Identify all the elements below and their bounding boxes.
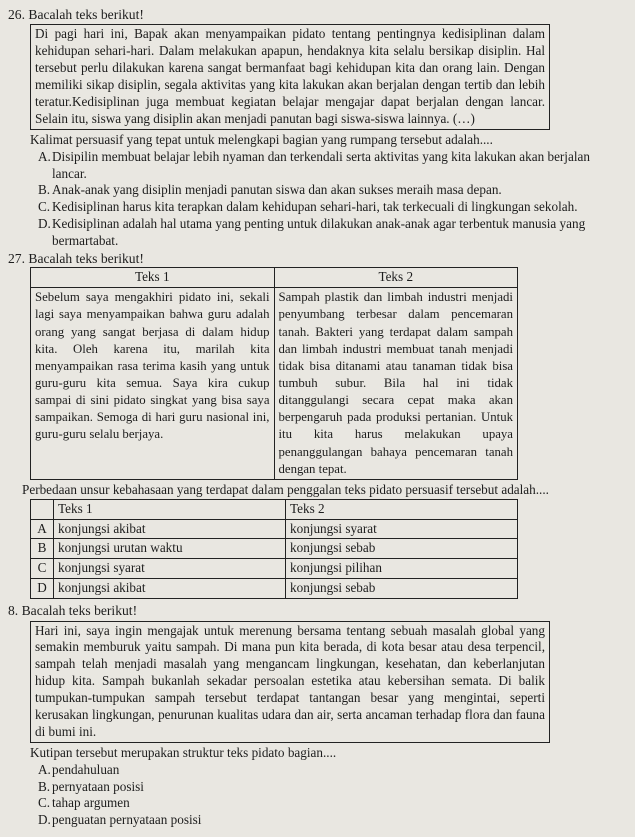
option-letter: D. bbox=[38, 216, 51, 232]
option-letter: D. bbox=[38, 812, 51, 828]
text-1-cell: Sebelum saya mengakhiri pidato ini, sekali lagi saya menyampaikan bahwa guru adalah orang yang sangat berjasa di dalam hidup kita. Oleh karena itu, marilah kita menyampaikan rasa terima kasih yang untuk guru-guru kita semua. Saya kira cukup sampai di sini pidato singkat yang bisa saya sampaikan. Semoga di hari guru nasional ini, guru-guru selalu berjaya. bbox=[31, 288, 275, 480]
option-c[interactable] bbox=[38, 795, 627, 812]
texts-table-header-1: Teks 1 bbox=[31, 268, 275, 288]
question-26 bbox=[8, 6, 627, 250]
answer-row-c[interactable] bbox=[31, 559, 518, 579]
option-letter: B. bbox=[38, 778, 51, 794]
answer-text-1: konjungsi urutan waktu bbox=[54, 539, 286, 559]
option-d[interactable] bbox=[38, 812, 627, 829]
option-text: pernyataan posisi bbox=[52, 778, 144, 794]
answer-text-2: konjungsi sebab bbox=[286, 539, 518, 559]
option-d[interactable] bbox=[38, 216, 627, 250]
answer-row-a[interactable] bbox=[31, 519, 518, 539]
answer-table-header-1: Teks 1 bbox=[54, 499, 286, 519]
option-letter: C. bbox=[38, 795, 51, 811]
option-letter: C. bbox=[38, 199, 51, 215]
answer-row-d[interactable] bbox=[31, 579, 518, 599]
text-2-cell: Sampah plastik dan limbah industri menjadi penyumbang terbesar dalam pencemaran tanah. Bakteri yang terdapat dalam sampah dan limbah industri membuat tanah menjadi tidak bisa ditanami atau tanaman tidak bisa tumbuh subur. Bila hal ini tidak ditanggulangi secara cepat maka akan berpengaruh pada produksi pertanian. Untuk itu kita harus melakukan upaya penanggulangan bahaya pencemaran tanah dengan tepat. bbox=[274, 288, 518, 480]
question-26-passage: Di pagi hari ini, Bapak akan menyampaikan pidato tentang pentingnya kedisiplinan dalam kehidupan sehari-hari. Dalam melakukan apapun, hendaknya kita selalu bersikap disiplin. Hal tersebut perlu dilakukan karena sangat bermanfaat bagi kehidupan kita dan orang lain. Dengan memiliki sikap disiplin, segala aktivitas yang kita lakukan akan berjalan dengan tertib dan lebih teratur.Kedisiplinan juga membuat kegiatan belajar mengajar dapat berjalan dengan lancar. Selain itu, siswa yang disiplin akan menjadi panutan bagi siswa-siswa lainnya. (…) bbox=[30, 24, 550, 129]
answer-letter: D bbox=[31, 579, 54, 599]
answer-text-1: konjungsi akibat bbox=[54, 579, 286, 599]
answer-table-header-2: Teks 2 bbox=[286, 499, 518, 519]
question-28-stem: Kutipan tersebut merupakan struktur teks pidato bagian.... bbox=[30, 744, 337, 760]
answer-row-b[interactable] bbox=[31, 539, 518, 559]
answer-letter: A bbox=[31, 519, 54, 539]
option-letter: A. bbox=[38, 148, 51, 164]
option-c[interactable] bbox=[38, 199, 627, 216]
option-a[interactable] bbox=[38, 762, 627, 779]
answer-table-corner bbox=[31, 499, 54, 519]
option-text: Kedisiplinan adalah hal utama yang penting untuk dilakukan anak-anak agar terbentuk manusia yang bermartabat. bbox=[52, 216, 586, 249]
question-26-stem: Kalimat persuasif yang tepat untuk melengkapi bagian yang rumpang tersebut adalah.... bbox=[30, 131, 493, 147]
texts-table bbox=[30, 267, 518, 479]
answer-text-1: konjungsi syarat bbox=[54, 559, 286, 579]
option-b[interactable] bbox=[38, 779, 627, 796]
question-27-stem: Perbedaan unsur kebahasaan yang terdapat dalam penggalan teks pidato persuasif tersebut adalah.... bbox=[22, 481, 549, 497]
option-b[interactable] bbox=[38, 182, 627, 199]
question-26-header: 26. Bacalah teks berikut! bbox=[8, 7, 144, 22]
answer-letter: B bbox=[31, 539, 54, 559]
option-text: Disipilin membuat belajar lebih nyaman dan terkendali serta aktivitas yang kita lakukan akan berjalan lancar. bbox=[52, 148, 590, 181]
option-text: Kedisiplinan harus kita terapkan dalam kehidupan sehari-hari, tak terkecuali di lingkungan sekolah. bbox=[52, 199, 578, 215]
answer-text-2: konjungsi sebab bbox=[286, 579, 518, 599]
question-27 bbox=[8, 250, 627, 599]
answer-text-2: konjungsi syarat bbox=[286, 519, 518, 539]
option-a[interactable] bbox=[38, 149, 627, 183]
option-text: tahap argumen bbox=[52, 795, 130, 811]
option-text: penguatan pernyataan posisi bbox=[52, 812, 202, 828]
question-26-options bbox=[38, 149, 627, 250]
option-text: pendahuluan bbox=[52, 761, 120, 777]
question-28-header: 8. Bacalah teks berikut! bbox=[8, 603, 138, 619]
texts-table-header-2: Teks 2 bbox=[274, 268, 518, 288]
answer-text-2: konjungsi pilihan bbox=[286, 559, 518, 579]
question-27-header: 27. Bacalah teks berikut! bbox=[8, 250, 144, 266]
question-28-options bbox=[38, 762, 627, 830]
question-28 bbox=[8, 602, 627, 829]
answer-letter: C bbox=[31, 559, 54, 579]
option-text: Anak-anak yang disiplin menjadi panutan siswa dan akan sukses meraih masa depan. bbox=[52, 182, 502, 198]
option-letter: B. bbox=[38, 182, 51, 198]
answer-table bbox=[30, 499, 518, 599]
question-28-passage: Hari ini, saya ingin mengajak untuk merenung bersama tentang sebuah masalah global yang semakin memburuk yaitu sampah. Di mana pun kita berada, di kota besar atau desa terpencil, sampah telah menjadi masalah yang mengancam lingkungan, kesehatan, dan keberlanjutan hidup kita. Sampah bukanlah sekadar persoalan estetika atau kebersihan semata. Di balik tumpukan-tumpukan sampah tersebut terdapat tantangan besar yang mengintai, seperti kerusakan lingkungan, penurunan kualitas udara dan air, serta ancaman terhadap flora dan fauna di bumi ini. bbox=[30, 621, 550, 743]
option-letter: A. bbox=[38, 761, 51, 777]
answer-text-1: konjungsi akibat bbox=[54, 519, 286, 539]
